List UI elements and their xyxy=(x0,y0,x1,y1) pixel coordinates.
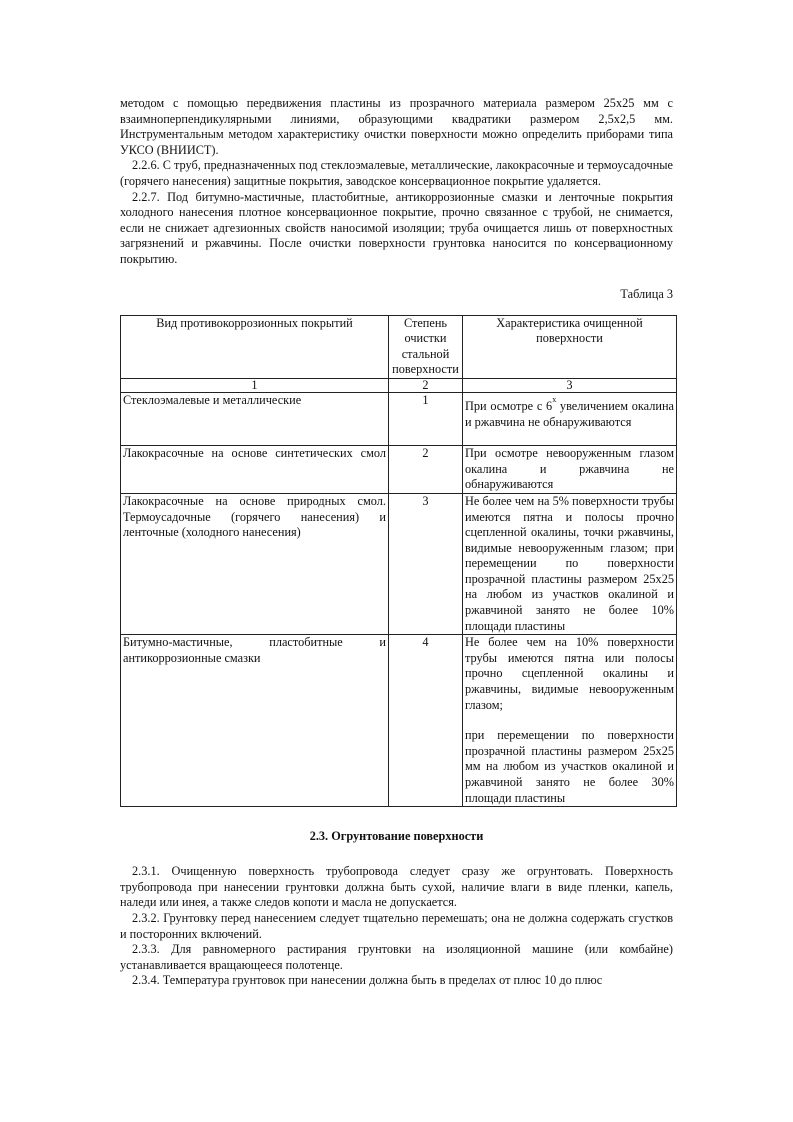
header-cleaning-degree: Степень очистки стальной поверхности xyxy=(389,315,463,378)
column-number-1: 1 xyxy=(121,378,389,392)
characteristic-cell xyxy=(463,392,677,445)
coating-type-cell xyxy=(121,392,389,445)
table-header-row xyxy=(121,315,677,378)
paragraph-2-3-3: 2.3.3. Для равномерного растирания грунтовки на изоляционной машине (или комбайне) устанавливается вращающееся полотенце. xyxy=(120,942,673,972)
cleaning-degree-cell: 2 xyxy=(389,445,463,493)
paragraph-2-3-2: 2.3.2. Грунтовку перед нанесением следует тщательно перемешать; она не должна содержать сгустков и посторонних включений. xyxy=(120,910,673,941)
paragraph-2-3-1: 2.3.1. Очищенную поверхность трубопровода следует сразу же огрунтовать. Поверхность трубопровода при нанесении грунтовки должна быть сухой, наличие влаги в виде пленки, капель, наледи или инея, а также следов копоти и масла не допускается. xyxy=(120,864,673,910)
column-number-2: 2 xyxy=(389,378,463,392)
characteristic-cell xyxy=(463,635,677,807)
characteristic-part-2: при перемещении по поверхности прозрачной пластины размером 25х25 мм на любом из участков окалиной и ржавчиной занято не более 30% площади пластины xyxy=(465,728,674,805)
table-row xyxy=(121,392,677,445)
intro-paragraph-continued: методом с помощью передвижения пластины из прозрачного материала размером 25х25 мм с взаимноперпендикулярными линиями, образующими квадратики размером 2,5х2,5 мм. Инструментальным методом характеристику очистки поверхности можно определить приборами типа УКСО (ВНИИСТ). xyxy=(120,96,673,157)
header-coating-type: Вид противокоррозионных покрытий xyxy=(121,315,389,378)
characteristic-cell: При осмотре невооруженным глазом окалина и ржавчина не обнаруживаются xyxy=(463,445,677,493)
column-number-3: 3 xyxy=(463,378,677,392)
table-row xyxy=(121,635,677,807)
characteristic-text-end: увеличением окалина и ржавчина не обнаруживаются xyxy=(465,398,675,429)
document-page xyxy=(120,96,673,989)
coating-type-cell: Битумно-мастичные, пластобитные и антикоррозионные смазки xyxy=(121,635,389,807)
characteristic-cell: Не более чем на 5% поверхности трубы имеются пятна и полосы прочно сцепленной окалины, точки ржавчины, видимые невооруженным глазом; при перемещении по поверхности прозрачной пластины размером 25х25 на любом из участков окалиной и ржавчиной занято не более 10% площади пластины xyxy=(463,493,677,634)
header-surface-characteristic: Характеристика очищенной поверхности xyxy=(463,315,677,378)
section-title: 2.3. Огрунтование поверхности xyxy=(309,829,484,844)
cleaning-degree-cell: 1 xyxy=(389,392,463,445)
paragraph-2-2-6: 2.2.6. С труб, предназначенных под стеклоэмалевые, металлические, лакокрасочные и термоусадочные (горячего нанесения) защитные покрытия, заводское консервационное покрытие удаляется. xyxy=(120,158,674,188)
coating-type-text: Лакокрасочные на основе синтетических смол xyxy=(123,445,386,460)
cleaning-degree-cell: 3 xyxy=(389,493,463,634)
cleaning-degree-cell: 4 xyxy=(389,635,463,807)
cleaning-degree-table xyxy=(120,315,677,808)
table-caption: Таблица 3 xyxy=(620,286,673,301)
table-number-row xyxy=(121,378,677,392)
characteristic-text-start: При осмотре с 6 xyxy=(465,398,553,413)
paragraph-2-2-7: 2.2.7. Под битумно-мастичные, пластобитные, антикоррозионные смазки и ленточные покрытия холодного нанесения плотное консервационное покрытие, прочно связанное с трубой, не снимается, если не снижает адгезионных свойств наносимой изоляции; труба очищается лишь от поверхностных загрязнений и ржавчины. После очистки поверхности грунтовка наносится по консервационному покрытию. xyxy=(120,189,673,266)
table-row xyxy=(121,493,677,634)
paragraph-2-3-4: 2.3.4. Температура грунтовок при нанесении должна быть в пределах от плюс 10 до плюс xyxy=(132,973,603,988)
superscript-x: x xyxy=(552,394,557,404)
coating-type-text: Стеклоэмалевые и металлические xyxy=(123,392,302,407)
coating-type-cell xyxy=(121,445,389,493)
characteristic-part-1: Не более чем на 10% поверхности трубы имеются пятна или полосы прочно сцепленной окалины и ржавчины, видимые невооруженным глазом; xyxy=(465,635,674,712)
table-row xyxy=(121,445,677,493)
coating-type-cell: Лакокрасочные на основе природных смол. Термоусадочные (горячего нанесения) и ленточные (холодного нанесения) xyxy=(121,493,389,634)
